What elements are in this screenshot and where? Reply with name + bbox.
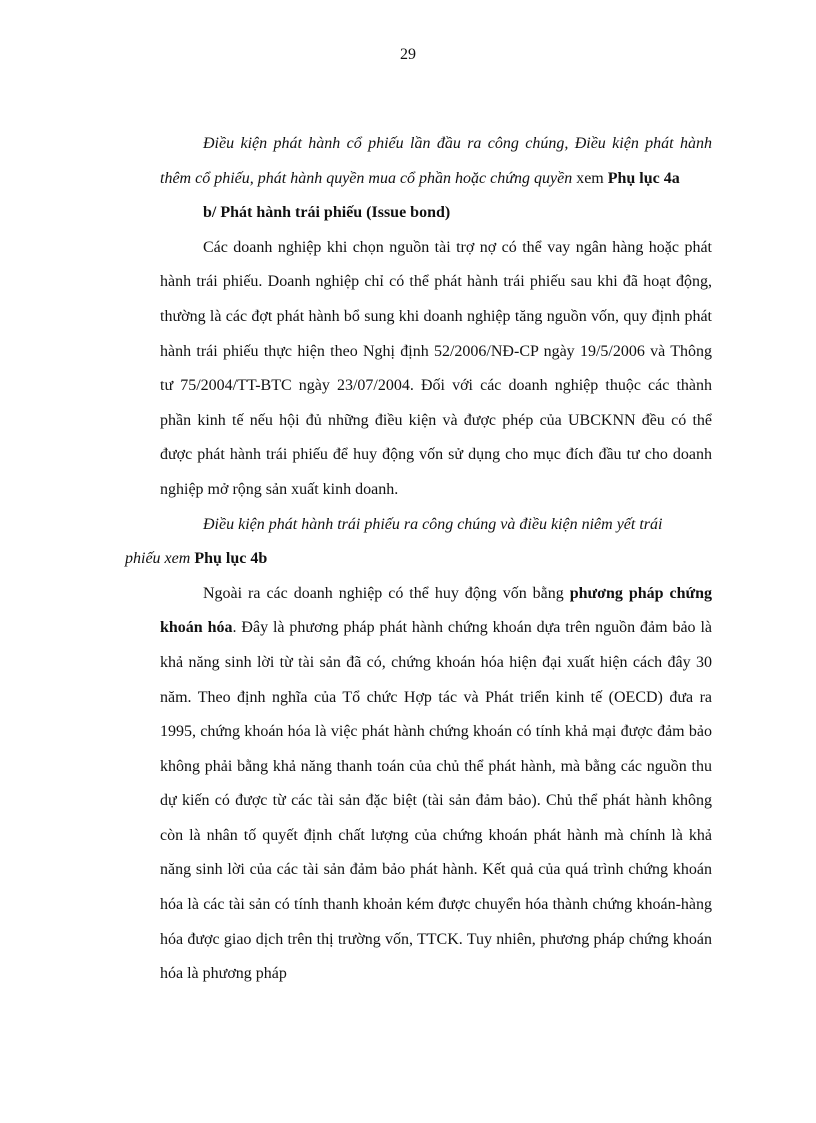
appendix-4b-reference: Phụ lục 4b — [194, 550, 268, 568]
securitization-body: . Đây là phương pháp phát hành chứng khoán dựa trên nguồn đảm bảo là khả năng sinh lời từ tài sản đã có, chứng khoán hóa hiện đại xuất hiện cách đây 30 năm. Theo định nghĩa của Tổ chức Hợp tác và Phát triển kinh tế (OECD) đưa ra 1995, chứng khoán hóa là việc phát hành chứng khoán có tính khả mại được đảm bảo không phải bằng khả năng thanh toán của chủ thể phát hành, mà bằng các nguồn thu dự kiến có được từ các tài sản đặc biệt (tài sản đảm bảo). Chủ thể phát hành không còn là nhân tố quyết định chất lượng của chứng khoán phát hành mà chính là khả năng sinh lời của các tài sản đảm bảo phát hành. Kết quả của quá trình chứng khoán hóa là các tài sản có tính thanh khoản kém được chuyển hóa thành chứng khoán-hàng hóa được giao dịch trên thị trường vốn, TTCK. Tuy nhiên, phương pháp chứng khoán hóa là phương pháp — [160, 619, 712, 983]
page-number: 29 — [400, 46, 416, 63]
paragraph-bond-issuance: Các doanh nghiệp khi chọn nguồn tài trợ nợ có thể vay ngân hàng hoặc phát hành trái phiếu. Doanh nghiệp chỉ có thể phát hành trái phiếu sau khi đã hoạt động, thường là các đợt phát hành bổ sung khi doanh nghiệp tăng nguồn vốn, quy định phát hành trái phiếu thực hiện theo Nghị định 52/2006/NĐ-CP ngày 19/5/2006 và Thông tư 75/2004/TT-BTC ngày 23/07/2004. Đối với các doanh nghiệp thuộc các thành phần kinh tế nếu hội đủ những điều kiện và được phép của UBCKNN đều có thể được phát hành trái phiếu để huy động vốn sử dụng cho mục đích đầu tư cho doanh nghiệp mở rộng sản xuất kinh doanh. — [160, 238, 712, 498]
securitization-intro: Ngoài ra các doanh nghiệp có thể huy động vốn bằng — [203, 584, 570, 602]
paragraph-stock-issuance-conditions — [160, 127, 712, 196]
paragraph-securitization — [160, 577, 712, 992]
securitization-bold-term: phương pháp chứng khoán hóa — [160, 584, 712, 637]
bond-conditions-italic-line2: phiếu xem — [125, 550, 191, 568]
page-body — [125, 127, 712, 992]
bond-conditions-italic-line1: Điều kiện phát hành trái phiếu ra công chúng và điều kiện niêm yết trái — [203, 515, 663, 533]
appendix-4a-reference: Phụ lục 4a — [607, 169, 680, 187]
paragraph-bond-issuance-conditions — [125, 508, 712, 577]
section-heading-bond-issuance: b/ Phát hành trái phiếu (Issue bond) — [203, 204, 451, 222]
stock-conditions-see-text: xem — [572, 169, 608, 187]
stock-conditions-italic-text: Điều kiện phát hành cổ phiếu lần đầu ra công chúng, Điều kiện phát hành thêm cổ phiếu, phát hành quyền mua cổ phần hoặc chứng quyền — [160, 135, 712, 187]
